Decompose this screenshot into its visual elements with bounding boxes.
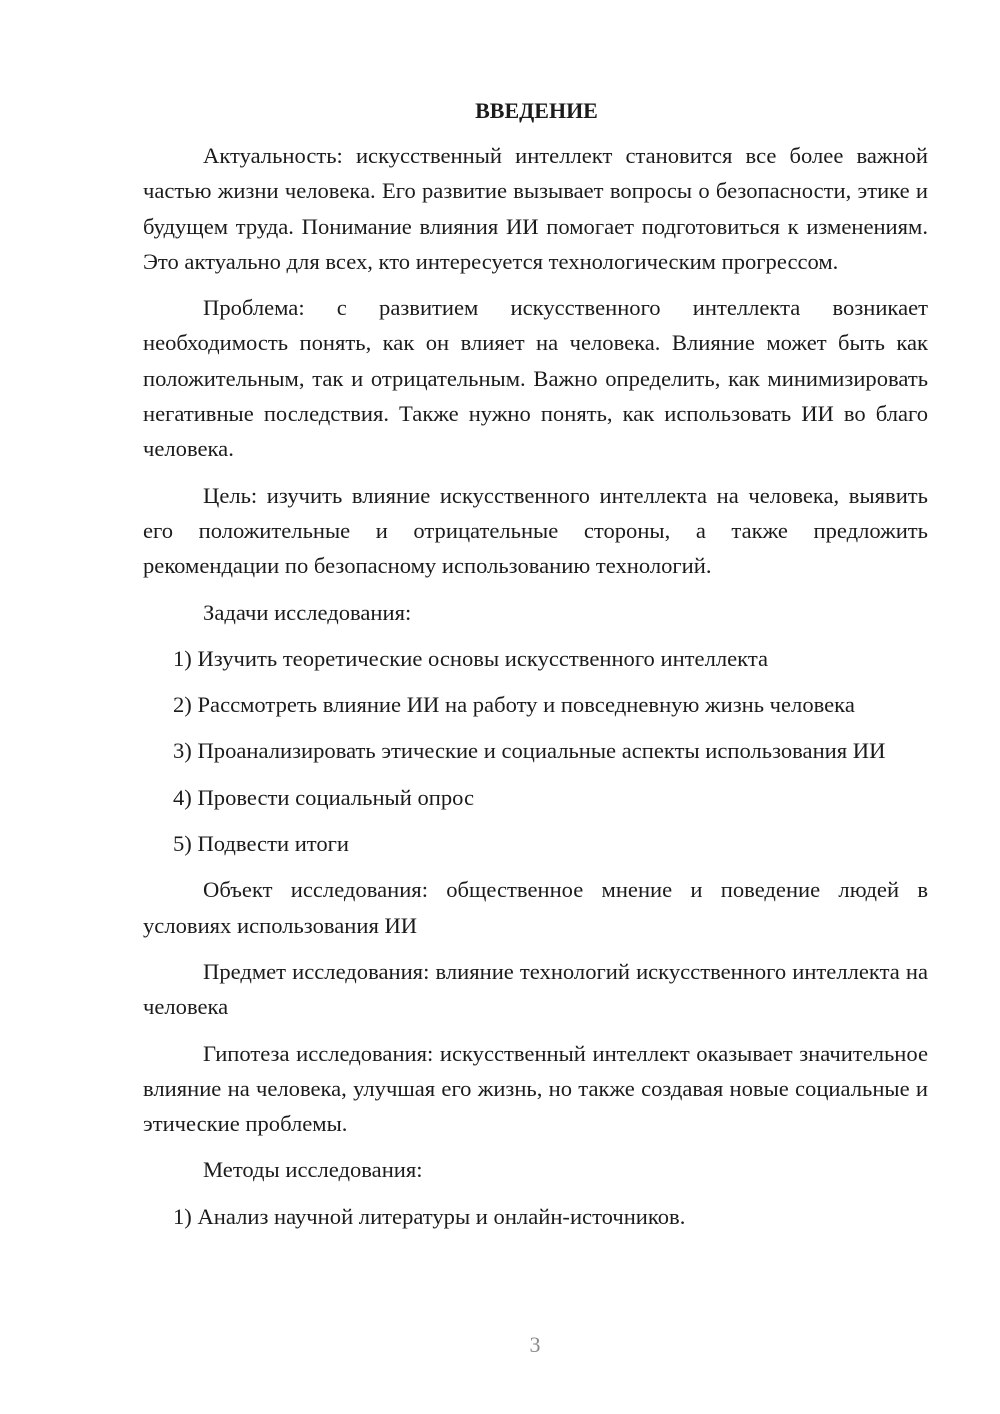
method-item-1: 1) Анализ научной литературы и онлайн-источников. <box>173 1203 686 1229</box>
section-title: ВВЕДЕНИЕ <box>475 98 598 123</box>
relevance-paragraph: Актуальность: искусственный интеллект становится все более важной частью жизни человека. Его развитие вызывает вопросы о безопасности, этике и будущем труда. Понимание влияния ИИ помогает подготовиться к изменениям. Это актуально для всех, кто интересуется технологическим прогрессом. <box>143 143 928 274</box>
task-item-3: 3) Проанализировать этические и социальные аспекты использования ИИ <box>173 738 886 764</box>
task-item-5: 5) Подвести итоги <box>173 831 350 857</box>
task-item-4: 4) Провести социальный опрос <box>173 784 475 810</box>
document-page <box>143 96 928 1245</box>
subject-paragraph: Предмет исследования: влияние технологий искусственного интеллекта на человека <box>143 958 928 1020</box>
object-paragraph: Объект исследования: общественное мнение и поведение людей в условиях использования ИИ <box>143 877 928 938</box>
task-item-1: 1) Изучить теоретические основы искусственного интеллекта <box>173 645 769 671</box>
problem-paragraph: Проблема: с развитием искусственного интеллекта возникает необходимость понять, как он влияет на человека. Влияние может быть как положительным, так и отрицательным. Важно определить, как минимизировать негативные последствия. Также нужно понять, как использовать ИИ во благо человека. <box>143 295 928 462</box>
methods-label: Методы исследования: <box>203 1157 423 1183</box>
task-item-2: 2) Рассмотреть влияние ИИ на работу и повседневную жизнь человека <box>173 692 855 718</box>
tasks-label: Задачи исследования: <box>203 599 412 625</box>
goal-paragraph: Цель: изучить влияние искусственного интеллекта на человека, выявить его положительные и отрицательные стороны, а также предложить рекомендации по безопасному использованию технологий. <box>143 482 928 579</box>
hypothesis-paragraph: Гипотеза исследования: искусственный интеллект оказывает значительное влияние на человека, улучшая его жизнь, но также создавая новые социальные и этические проблемы. <box>143 1040 928 1137</box>
page-number: 3 <box>529 1332 541 1357</box>
